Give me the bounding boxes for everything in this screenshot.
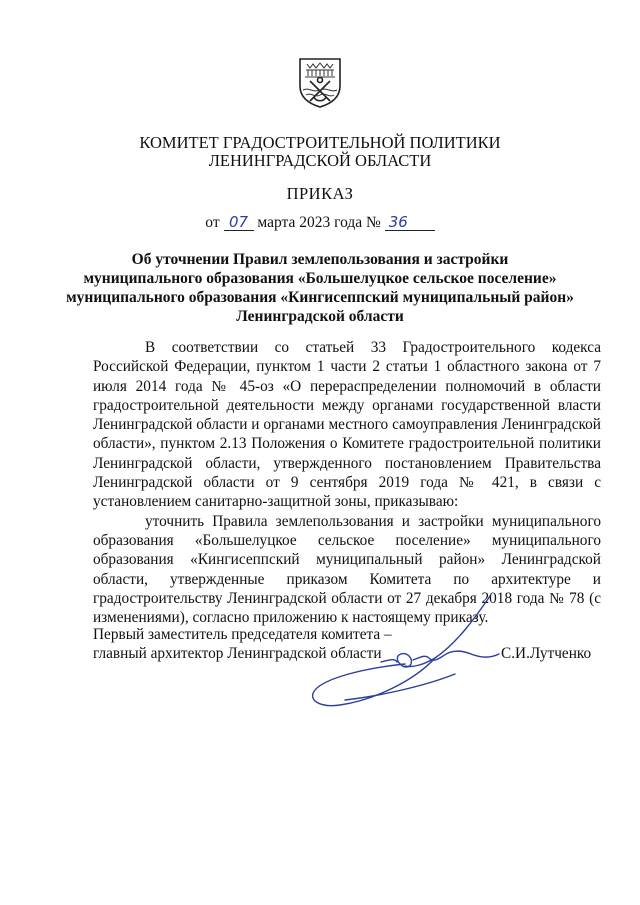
body-paragraph-preamble: В соответствии со статьей 33 Градостроительного кодекса Российской Федерации, пунктом 1 части 2 статьи 1 областного закона от 7 июля 2014 года № 45-оз «О перераспределении полномочий в области градостроительной деятельности между органами государственной власти Ленинградской области и органами местного самоуправления Ленинградской области», пунктом 2.13 Положения о Комитете градостроительной политики Ленинградской области, утвержденного постановлением Правительства Ленинградской области от 9 сентября 2019 года № 421, в связи с установлением санитарно-защитной зоны, приказываю: — [93, 339, 601, 511]
date-suffix: марта 2023 года № — [257, 214, 381, 231]
order-body — [93, 338, 601, 627]
coat-of-arms-emblem — [297, 56, 343, 108]
subject-line1: Об уточнении Правил землепользования и застройки — [131, 251, 509, 268]
subject-line4: Ленинградской области — [236, 308, 404, 325]
subject-line3: муниципального образования «Кингисеппский муниципальный район» — [66, 289, 574, 306]
date-prefix: от — [205, 214, 220, 231]
order-subject — [60, 250, 580, 326]
handwritten-day: 07 — [224, 214, 254, 231]
handwritten-signature — [285, 588, 515, 718]
organization-name-line2: ЛЕНИНГРАДСКОЙ ОБЛАСТИ — [208, 151, 432, 170]
body-paragraph-decision: уточнить Правила землепользования и застройки муниципального образования «Большелуцкое сельское поселение» муниципального образования «Кингисеппский муниципальный район» Ленинградской области, утвержденные приказом Комитета по архитектуре и градостроительству Ленинградской области от 27 декабря 2018 года № 78 (с изменениями), согласно приложению к настоящему приказу. — [93, 512, 601, 627]
document-title: ПРИКАЗ — [286, 184, 354, 203]
signer-name: С.И.Лутченко — [501, 645, 592, 662]
signer-position-line2: главный архитектор Ленинградской области — [93, 645, 382, 663]
handwritten-order-number: 36 — [385, 214, 435, 231]
signer-position-line1: Первый заместитель председателя комитета – — [93, 626, 392, 643]
order-date-number-line — [0, 214, 640, 232]
organization-name-line1: КОМИТЕТ ГРАДОСТРОИТЕЛЬНОЙ ПОЛИТИКИ — [139, 133, 501, 152]
subject-line2: муниципального образования «Большелуцкое сельское поселение» — [83, 270, 557, 287]
